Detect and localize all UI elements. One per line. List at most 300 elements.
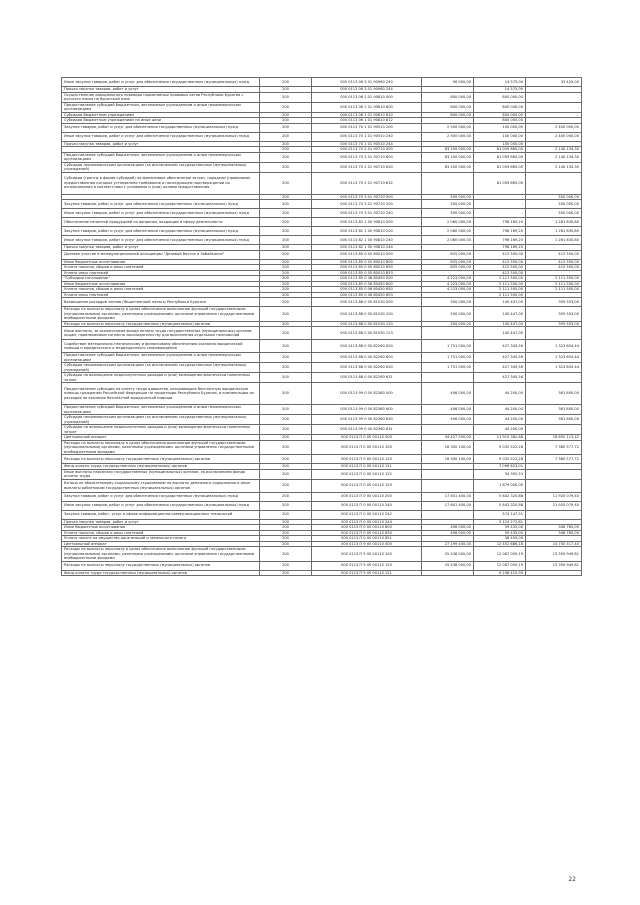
row-budget-code-cell: 000 0113 88 0 00 81030 000: [312, 298, 422, 307]
row-executed-cell: 5 114 272,81: [474, 519, 526, 525]
row-budget-code-cell: 000 0113 99 0 00 82360 630: [312, 415, 422, 425]
table-row: [62, 373, 582, 383]
row-executed-cell: 81 059 865,00: [474, 162, 526, 172]
row-unexecuted-cell: 33 425,00: [526, 78, 582, 87]
row-code-cell: 200: [260, 172, 312, 194]
row-approved-cell: [422, 510, 474, 519]
row-code-cell: 200: [260, 152, 312, 162]
row-code-cell: 200: [260, 276, 312, 282]
table-row: [62, 425, 582, 435]
row-name-cell: Субсидии (гранты в форме субсидий) на финансовое обеспечение затрат, порядком (правилами) предоставления которых установлено требование о последующем подтверждении их использования в соответствии с условиями и (или) целями предоставления: [62, 172, 260, 194]
row-budget-code-cell: 000 0113 85 0 06 80450 800: [312, 281, 422, 287]
row-code-cell: 200: [260, 307, 312, 322]
row-executed-cell: -: [474, 200, 526, 209]
row-unexecuted-cell: 346 765,00: [526, 525, 582, 531]
row-name-cell: Иные закупки товаров, работ и услуг для обеспечения государственных (муниципальных) нужд: [62, 78, 260, 87]
row-budget-code-cell: 000 0113 70 2 01 90710 630: [312, 162, 422, 172]
table-row: [62, 200, 582, 209]
table-row: [62, 102, 582, 112]
table-row: [62, 455, 582, 464]
row-unexecuted-cell: 7 380 577,72: [526, 455, 582, 464]
row-approved-cell: 825 000,00: [422, 250, 474, 259]
row-unexecuted-cell: 359 553,00: [526, 321, 582, 327]
row-approved-cell: 1 751 000,00: [422, 340, 474, 353]
row-budget-code-cell: 000 0113 70 1 01 90510 244: [312, 141, 422, 147]
row-executed-cell: 9 032 522,28: [474, 455, 526, 464]
row-code-cell: 200: [260, 383, 312, 405]
row-name-cell: Предоставление субсидий бюджетным, автономным учреждениям и иным некоммерческим организациям: [62, 353, 260, 363]
row-budget-code-cell: 000 0113 99 0 00 82360 600: [312, 405, 422, 415]
row-name-cell: Иные закупки товаров, работ и услуг для обеспечения государственных (муниципальных) нужд: [62, 236, 260, 245]
row-name-cell: Прочая закупка товаров, работ и услуг: [62, 245, 260, 251]
row-name-cell: Центральный аппарат: [62, 435, 260, 441]
row-name-cell: Уплата иных платежей: [62, 270, 260, 276]
row-executed-cell: 574 147,51: [474, 510, 526, 519]
row-budget-code-cell: 000 0113 70 3 01 90720 200: [312, 200, 422, 209]
row-approved-cell: 825 000,00: [422, 265, 474, 271]
row-budget-code-cell: 000 0113 П 0 00 00110 242: [312, 510, 422, 519]
row-approved-cell: 4 223 000,00: [422, 281, 474, 287]
row-approved-cell: 4 223 000,00: [422, 287, 474, 293]
row-code-cell: 200: [260, 162, 312, 172]
row-budget-code-cell: 000 0113 85 0 05 80010 000: [312, 250, 422, 259]
row-unexecuted-cell: 1 323 654,44: [526, 363, 582, 373]
row-budget-code-cell: 000 0113 88 0 00 82260 631: [312, 373, 422, 383]
row-approved-cell: 406 000,00: [422, 383, 474, 405]
row-approved-cell: 27 199 400,00: [422, 541, 474, 547]
row-executed-cell: 798 169,20: [474, 236, 526, 245]
row-approved-cell: [422, 570, 474, 576]
row-executed-cell: 12 087 059,19: [474, 547, 526, 562]
row-code-cell: 200: [260, 373, 312, 383]
row-budget-code-cell: 000 0113 82 1 00 90810 240: [312, 236, 422, 245]
row-code-cell: 200: [260, 132, 312, 141]
table-row: [62, 383, 582, 405]
row-executed-cell: 140 447,00: [474, 327, 526, 340]
row-approved-cell: 500 000,00: [422, 298, 474, 307]
row-name-cell: Иные бюджетные ассигнования: [62, 281, 260, 287]
row-unexecuted-cell: [526, 479, 582, 492]
row-code-cell: 200: [260, 118, 312, 124]
row-budget-code-cell: 000 0113 85 0 06 80450 000: [312, 276, 422, 282]
table-row: [62, 440, 582, 455]
row-executed-cell: 58 455,00: [474, 536, 526, 542]
row-executed-cell: 14 575,00: [474, 78, 526, 87]
row-executed-cell: 14 575,00: [474, 87, 526, 93]
row-budget-code-cell: 000 0113 82 1 00 90810 000: [312, 218, 422, 227]
row-approved-cell: 800 000,00: [422, 112, 474, 118]
row-code-cell: 200: [260, 112, 312, 118]
row-budget-code-cell: 000 0113 70 2 01 90710 000: [312, 147, 422, 153]
row-executed-cell: 100 000,00: [474, 123, 526, 132]
row-executed-cell: 800 000,00: [474, 102, 526, 112]
row-code-cell: 200: [260, 340, 312, 353]
row-budget-code-cell: 000 0113 85 0 05 80010 800: [312, 259, 422, 265]
row-code-cell: 200: [260, 227, 312, 236]
row-unexecuted-cell: -: [526, 112, 582, 118]
row-unexecuted-cell: -: [526, 92, 582, 102]
row-name-cell: Субсидии на возмещение недополученных доходов и (или) возмещение фактически понесенных затрат: [62, 373, 260, 383]
row-approved-cell: 17 601 400,00: [422, 501, 474, 510]
row-executed-cell: 5 842 320,88: [474, 492, 526, 501]
row-approved-cell: 406 000,00: [422, 405, 474, 415]
row-budget-code-cell: 000 0113 88 0 00 81030 123: [312, 327, 422, 340]
row-unexecuted-cell: 500 000,00: [526, 200, 582, 209]
row-code-cell: 200: [260, 78, 312, 87]
row-code-cell: 200: [260, 510, 312, 519]
row-approved-cell: 800 000,00: [422, 102, 474, 112]
row-executed-cell: 100 000,00: [474, 141, 526, 147]
row-unexecuted-cell: 18 692 113,12: [526, 435, 582, 441]
table-row: [62, 152, 582, 162]
table-row: [62, 340, 582, 353]
row-unexecuted-cell: 2 140 134,30: [526, 147, 582, 153]
row-budget-code-cell: 000 0113 82 1 00 90810 200: [312, 227, 422, 236]
row-executed-cell: 140 447,00: [474, 321, 526, 327]
row-approved-cell: 17 601 400,00: [422, 492, 474, 501]
row-executed-cell: 2 111 500,00: [474, 276, 526, 282]
row-code-cell: 200: [260, 425, 312, 435]
row-budget-code-cell: 000 0113 85 0 05 80010 853: [312, 270, 422, 276]
row-name-cell: Иные выплаты персоналу государственных (муниципальных) органов, за исключением фонда оплаты труда: [62, 469, 260, 479]
row-code-cell: 200: [260, 479, 312, 492]
row-budget-code-cell: 000 0113 85 0 06 80450 850: [312, 287, 422, 293]
row-executed-cell: 412 500,00: [474, 259, 526, 265]
row-unexecuted-cell: 13 350 949,81: [526, 547, 582, 562]
row-code-cell: 200: [260, 353, 312, 363]
row-budget-code-cell: 000 0113 П 0 00 00110 120: [312, 455, 422, 464]
row-executed-cell: 44 200,00: [474, 425, 526, 435]
row-unexecuted-cell: 13 350 949,81: [526, 561, 582, 570]
table-row: [62, 501, 582, 510]
row-budget-code-cell: 000 0113 88 0 00 81030 100: [312, 307, 422, 322]
row-approved-cell: 1 751 000,00: [422, 353, 474, 363]
row-code-cell: 200: [260, 218, 312, 227]
row-code-cell: 200: [260, 287, 312, 293]
row-budget-code-cell: 000 0113 99 0 00 82360 000: [312, 383, 422, 405]
row-code-cell: 200: [260, 259, 312, 265]
row-budget-code-cell: 000 0113 П 9 00 00110 120: [312, 561, 422, 570]
row-budget-code-cell: 000 0113 85 0 05 80010 850: [312, 265, 422, 271]
row-unexecuted-cell: 359 553,00: [526, 307, 582, 322]
row-approved-cell: 2 500 000,00: [422, 123, 474, 132]
row-executed-cell: 44 200,00: [474, 383, 526, 405]
table-row: [62, 209, 582, 218]
row-unexecuted-cell: 2 400 000,00: [526, 132, 582, 141]
row-unexecuted-cell: 412 500,00: [526, 265, 582, 271]
row-name-cell: Расходы на выплаты персоналу государственных (муниципальных) органов: [62, 455, 260, 464]
row-approved-cell: 25 438 000,00: [422, 561, 474, 570]
row-approved-cell: 90 000,00: [422, 78, 474, 87]
row-code-cell: 200: [260, 87, 312, 93]
row-budget-code-cell: 000 0113 70 1 01 90510 240: [312, 132, 422, 141]
row-unexecuted-cell: 500 000,00: [526, 209, 582, 218]
row-budget-code-cell: 000 0113 П 0 00 00110 240: [312, 501, 422, 510]
row-name-cell: Прочая закупка товаров, работ и услуг: [62, 141, 260, 147]
row-executed-cell: 81 059 865,00: [474, 147, 526, 153]
row-name-cell: Взносы по обязательному социальному страхованию на выплаты денежного содержания и иные выплаты работникам государственных (муниципальных) органов: [62, 479, 260, 492]
row-budget-code-cell: 000 0113 70 3 01 90720 000: [312, 194, 422, 200]
row-code-cell: 200: [260, 298, 312, 307]
row-name-cell: "Субсидии соглашение": [62, 276, 260, 282]
row-code-cell: 200: [260, 530, 312, 536]
table-row: [62, 415, 582, 425]
row-approved-cell: 1 751 000,00: [422, 363, 474, 373]
row-approved-cell: 83 200 000,00: [422, 162, 474, 172]
row-approved-cell: 2 060 000,00: [422, 218, 474, 227]
row-code-cell: 200: [260, 123, 312, 132]
row-code-cell: 200: [260, 561, 312, 570]
row-name-cell: Расходы на выплаты персоналу в целях обеспечения выполнения функций государственными (муниципальными) органами, казенными учреждениями, органами управления государственными внебюджетными фондами: [62, 547, 260, 562]
row-unexecuted-cell: 361 800,00: [526, 415, 582, 425]
row-name-cell: Возмещение расходов членов Общественной палаты Республики Бурятия: [62, 298, 260, 307]
row-executed-cell: 800 000,00: [474, 118, 526, 124]
table-row: [62, 327, 582, 340]
row-budget-code-cell: 000 0113 П 0 00 00110 850: [312, 530, 422, 536]
row-code-cell: 200: [260, 415, 312, 425]
row-name-cell: Прочая закупка товаров, работ и услуг: [62, 519, 260, 525]
row-name-cell: Закупка товаров, работ, услуг в сфере информационно-коммуникационных технологий: [62, 510, 260, 519]
row-code-cell: 200: [260, 200, 312, 209]
row-code-cell: 200: [260, 469, 312, 479]
row-executed-cell: 427 345,56: [474, 363, 526, 373]
row-unexecuted-cell: 2 140 134,30: [526, 162, 582, 172]
row-unexecuted-cell: 346 765,00: [526, 530, 582, 536]
row-executed-cell: 59 435,00: [474, 525, 526, 531]
row-name-cell: Иные выплаты, за исключением фонда оплаты труда государственных (муниципальных) органов, лицам, привлекаемым согласно законодательству для выполнения отдельных полномочий: [62, 327, 260, 340]
row-budget-code-cell: 000 0113 70 2 01 90710 632: [312, 172, 422, 194]
row-budget-code-cell: 000 0113 70 3 01 90720 240: [312, 209, 422, 218]
row-budget-code-cell: 000 0113 П 0 00 00110 129: [312, 479, 422, 492]
row-budget-code-cell: 000 0113 70 1 01 90510 200: [312, 123, 422, 132]
row-name-cell: Субсидии некоммерческим организациям (за исключением государственных (муниципальных) учреждений): [62, 363, 260, 373]
row-name-cell: Субсидии на возмещение недополученных доходов и (или) возмещение фактически понесенных затрат: [62, 425, 260, 435]
row-name-cell: Уплата налогов, сборов и иных платежей: [62, 265, 260, 271]
row-executed-cell: 412 500,00: [474, 265, 526, 271]
table-row: [62, 469, 582, 479]
row-approved-cell: [422, 425, 474, 435]
table-row: [62, 172, 582, 194]
row-code-cell: 200: [260, 147, 312, 153]
row-code-cell: 200: [260, 250, 312, 259]
row-budget-code-cell: 000 0113 88 0 00 81030 120: [312, 321, 422, 327]
row-name-cell: Субсидии некоммерческим организациям (за исключением государственных (муниципальных) учреждений): [62, 162, 260, 172]
row-executed-cell: 798 169,20: [474, 227, 526, 236]
row-unexecuted-cell: -: [526, 102, 582, 112]
row-code-cell: 200: [260, 492, 312, 501]
row-code-cell: 200: [260, 245, 312, 251]
table-row: [62, 561, 582, 570]
row-executed-cell: 800 000,00: [474, 92, 526, 102]
row-code-cell: 200: [260, 327, 312, 340]
row-budget-code-cell: 000 0113 06 1 01 90810 600: [312, 102, 422, 112]
row-budget-code-cell: 000 0113 П 0 00 00110 121: [312, 464, 422, 470]
row-code-cell: 200: [260, 321, 312, 327]
row-code-cell: 200: [260, 363, 312, 373]
row-unexecuted-cell: [526, 425, 582, 435]
table-row: [62, 236, 582, 245]
row-name-cell: Иные закупки товаров, работ и услуг для обеспечения государственных (муниципальных) нужд: [62, 501, 260, 510]
row-name-cell: Субсидии бюджетным учреждениям: [62, 112, 260, 118]
row-executed-cell: 2 111 500,00: [474, 281, 526, 287]
row-budget-code-cell: 000 0113 П 0 00 00110 851: [312, 536, 422, 542]
table-row: [62, 78, 582, 87]
row-code-cell: 200: [260, 265, 312, 271]
row-name-cell: Субсидии некоммерческим организациям (за исключением государственных (муниципальных) учреждений): [62, 415, 260, 425]
row-executed-cell: -: [474, 209, 526, 218]
row-name-cell: Уплата налогов, сборов и иных платежей: [62, 287, 260, 293]
row-name-cell: Предоставление субсидий бюджетным, автономным учреждениям и иным некоммерческим организациям: [62, 405, 260, 415]
row-executed-cell: 412 500,00: [474, 250, 526, 259]
row-unexecuted-cell: 412 500,00: [526, 250, 582, 259]
row-approved-cell: 2 060 000,00: [422, 236, 474, 245]
row-code-cell: 200: [260, 209, 312, 218]
row-budget-code-cell: 000 0113 П 0 00 00110 800: [312, 525, 422, 531]
row-approved-cell: 2 500 000,00: [422, 132, 474, 141]
row-code-cell: 200: [260, 536, 312, 542]
budget-table: [61, 77, 582, 576]
row-approved-cell: 406 000,00: [422, 530, 474, 536]
row-approved-cell: [422, 479, 474, 492]
row-approved-cell: 500 000,00: [422, 209, 474, 218]
row-executed-cell: 798 169,20: [474, 245, 526, 251]
budget-report-sheet: [61, 77, 581, 576]
row-budget-code-cell: 000 0113 99 0 00 82360 631: [312, 425, 422, 435]
row-budget-code-cell: 000 0113 85 0 06 80450 853: [312, 292, 422, 298]
row-executed-cell: 1 879 000,00: [474, 479, 526, 492]
row-approved-cell: 500 000,00: [422, 200, 474, 209]
table-row: [62, 92, 582, 102]
row-name-cell: Долевое участие в межмуниципальной ассоциации "Деловой Восток и Забайкалье": [62, 250, 260, 259]
row-budget-code-cell: 000 0113 П 0 00 00110 122: [312, 469, 422, 479]
row-unexecuted-cell: 2 111 500,00: [526, 276, 582, 282]
table-row: [62, 162, 582, 172]
row-executed-cell: 9 248 415,99: [474, 570, 526, 576]
row-budget-code-cell: 000 0113 82 1 00 90810 244: [312, 245, 422, 251]
row-budget-code-cell: 000 0113 88 0 00 82260 000: [312, 340, 422, 353]
row-budget-code-cell: 000 0113 06 1 01 90810 000: [312, 92, 422, 102]
row-executed-cell: 7 096 623,01: [474, 464, 526, 470]
table-row: [62, 405, 582, 415]
table-row: [62, 227, 582, 236]
row-budget-code-cell: 000 0113 П 0 00 00110 100: [312, 440, 422, 455]
row-budget-code-cell: 000 0113 06 1 01 90810 612: [312, 118, 422, 124]
row-executed-cell: 54 392,53: [474, 469, 526, 479]
table-row: [62, 353, 582, 363]
row-unexecuted-cell: 2 140 134,30: [526, 152, 582, 162]
row-executed-cell: 140 447,00: [474, 298, 526, 307]
row-executed-cell: 412 500,00: [474, 270, 526, 276]
row-unexecuted-cell: 361 800,00: [526, 405, 582, 415]
row-code-cell: 200: [260, 281, 312, 287]
row-executed-cell: 11 915 382,88: [474, 435, 526, 441]
table-row: [62, 298, 582, 307]
row-name-cell: Содействие материально-техническому и финансовому обеспечению оказания юридической помощи и юридического и медиационного сопровождения: [62, 340, 260, 353]
row-budget-code-cell: 000 0113 П 9 00 00110 000: [312, 541, 422, 547]
row-budget-code-cell: 000 0113 88 0 00 82260 600: [312, 353, 422, 363]
table-row: [62, 570, 582, 576]
row-budget-code-cell: 000 0113 П 9 00 00110 121: [312, 570, 422, 576]
row-executed-cell: 12 452 686,18: [474, 541, 526, 547]
table-row: [62, 132, 582, 141]
row-name-cell: Расходы на выплаты персоналу государственных (муниципальных) органов: [62, 321, 260, 327]
row-unexecuted-cell: [526, 570, 582, 576]
row-unexecuted-cell: 14 750 517,40: [526, 541, 582, 547]
row-executed-cell: 427 345,56: [474, 340, 526, 353]
row-name-cell: Расходы на выплаты персоналу в целях обеспечения выполнения функций государственными (муниципальными) органами, казенными учреждениями, органами управления государственными внебюджетными фондами: [62, 307, 260, 322]
row-budget-code-cell: 000 0113 П 0 00 00110 000: [312, 435, 422, 441]
row-approved-cell: 500 000,00: [422, 321, 474, 327]
row-code-cell: 200: [260, 270, 312, 276]
row-approved-cell: [422, 327, 474, 340]
row-code-cell: 200: [260, 141, 312, 147]
row-approved-cell: 16 300 100,00: [422, 455, 474, 464]
row-approved-cell: 2 060 000,00: [422, 227, 474, 236]
row-code-cell: 200: [260, 519, 312, 525]
row-approved-cell: 800 000,00: [422, 92, 474, 102]
row-code-cell: 200: [260, 525, 312, 531]
row-executed-cell: 427 345,56: [474, 373, 526, 383]
row-executed-cell: 9 032 522,28: [474, 440, 526, 455]
row-budget-code-cell: 000 0113 06 3 01 90960 240: [312, 78, 422, 87]
row-unexecuted-cell: 2 111 500,00: [526, 281, 582, 287]
row-approved-cell: 16 300 100,00: [422, 440, 474, 455]
row-executed-cell: 2 111 500,00: [474, 292, 526, 298]
row-unexecuted-cell: 1 323 654,44: [526, 340, 582, 353]
row-code-cell: 200: [260, 547, 312, 562]
row-name-cell: Обеспечение печатной продукцией по вопросам, входящим в сферу деятельности: [62, 218, 260, 227]
row-code-cell: 200: [260, 440, 312, 455]
row-name-cell: Иные закупки товаров, работ и услуг для обеспечения государственных (муниципальных) нужд: [62, 132, 260, 141]
row-unexecuted-cell: [526, 172, 582, 194]
table-row: [62, 547, 582, 562]
row-name-cell: Уплата налогов, сборов и иных платежей: [62, 530, 260, 536]
row-approved-cell: 25 438 000,00: [422, 547, 474, 562]
row-name-cell: Закупка товаров, работ и услуг для обеспечения государственных (муниципальных) нужд: [62, 200, 260, 209]
row-code-cell: 200: [260, 292, 312, 298]
row-approved-cell: 500 000,00: [422, 307, 474, 322]
row-unexecuted-cell: 359 553,00: [526, 298, 582, 307]
row-code-cell: 200: [260, 236, 312, 245]
row-unexecuted-cell: 1 261 830,80: [526, 236, 582, 245]
row-name-cell: Уплата налога на имущество организаций и земельного налога: [62, 536, 260, 542]
row-name-cell: Центральный аппарат: [62, 541, 260, 547]
row-unexecuted-cell: 2 400 000,00: [526, 123, 582, 132]
row-name-cell: Иные закупки товаров, работ и услуг для обеспечения государственных (муниципальных) нужд: [62, 209, 260, 218]
budget-table-body: [62, 78, 582, 576]
table-row: [62, 250, 582, 259]
row-unexecuted-cell: 361 800,00: [526, 383, 582, 405]
row-executed-cell: 44 200,00: [474, 415, 526, 425]
row-approved-cell: [422, 172, 474, 194]
row-name-cell: Субсидии бюджетным учреждениям на иные цели: [62, 118, 260, 124]
row-code-cell: 200: [260, 570, 312, 576]
row-approved-cell: 83 200 000,00: [422, 152, 474, 162]
table-row: [62, 510, 582, 519]
row-executed-cell: 427 345,56: [474, 353, 526, 363]
row-approved-cell: 406 000,00: [422, 525, 474, 531]
table-row: [62, 218, 582, 227]
row-approved-cell: 406 000,00: [422, 415, 474, 425]
page-number: 22: [568, 876, 576, 883]
row-name-cell: Фонд оплаты труда государственных (муниципальных) органов: [62, 464, 260, 470]
row-budget-code-cell: 000 0113 06 3 01 90960 244: [312, 87, 422, 93]
row-executed-cell: 800 000,00: [474, 112, 526, 118]
row-approved-cell: 4 223 000,00: [422, 276, 474, 282]
row-approved-cell: 34 427 500,00: [422, 435, 474, 441]
row-unexecuted-cell: 500 000,00: [526, 194, 582, 200]
row-executed-cell: 81 059 865,00: [474, 172, 526, 194]
